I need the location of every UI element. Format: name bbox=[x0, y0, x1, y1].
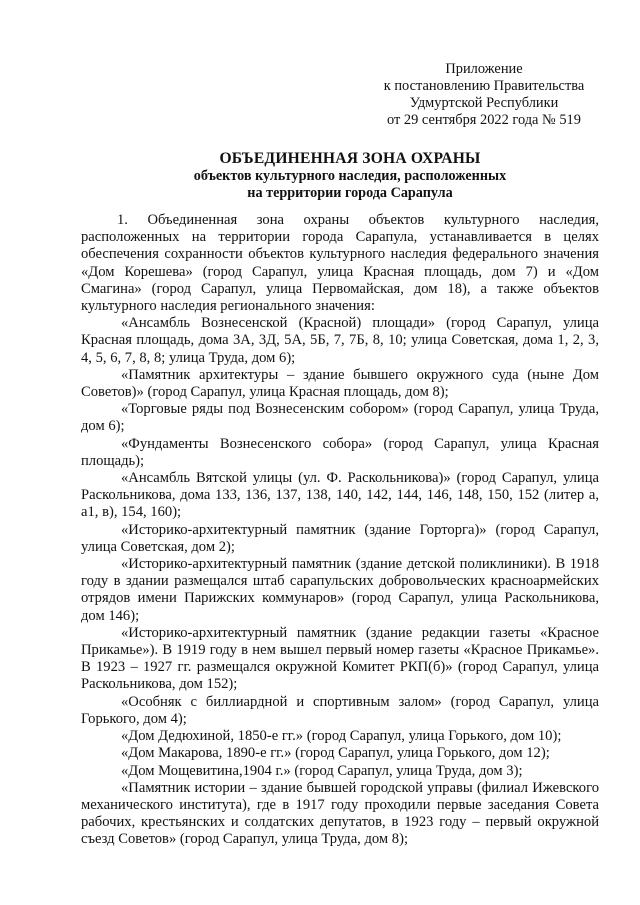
list-item: «Памятник архитектуры – здание бывшего окружного суда (ныне Дом Советов)» (город Сарапул, улица Красная площадь, дом 8); bbox=[81, 366, 599, 401]
appendix-authority: Удмуртской Республики bbox=[409, 95, 559, 111]
list-item: «Ансамбль Вятской улицы (ул. Ф. Раскольникова)» (город Сарапул, улица Раскольникова, дома 133, 136, 137, 138, 140, 142, 144, 146, 148, 150, 152 (литер а, а1, в), 154, 160); bbox=[81, 470, 599, 521]
list-item: «Дом Дедюхиной, 1850-е гг.» (город Сарапул, улица Горького, дом 10); bbox=[121, 728, 562, 745]
document-body bbox=[81, 212, 599, 849]
title-line-2: объектов культурного наследия, расположенных bbox=[193, 168, 507, 184]
list-item: «Торговые ряды под Вознесенским собором» (город Сарапул, улица Труда, дом 6); bbox=[81, 401, 599, 435]
appendix-label: Приложение bbox=[445, 61, 523, 77]
appendix-block bbox=[364, 61, 604, 129]
list-item: «Ансамбль Вознесенской (Красной) площади» (город Сарапул, улица Красная площадь, дома 3А, 3Д, 5А, 5Б, 7, 7Б, 8, 10; улица Советская, дома 1, 2, 3, 4, 5, 6, 7, 8, 8; улица Труда, дом 6); bbox=[81, 315, 599, 366]
appendix-date-number: от 29 сентября 2022 года № 519 bbox=[387, 112, 581, 128]
list-item: «Историко-архитектурный памятник (здание редакции газеты «Красное Прикамье»). В 1919 году в нем вышел первый номер газеты «Красное Прикамье». В 1923 – 1927 гг. размещался окружной Комитет РКП(б)» (город Сарапул, улица Раскольникова, дом 152); bbox=[81, 624, 599, 693]
list-item: «Памятник истории – здание бывшей городской управы (филиал Ижевского механического института), где в 1917 году проходили первые заседания Совета рабочих, крестьянских и солдатских депутатов, в 1923 году – первый окружной съезд Советов» (город Сарапул, улица Труда, дом 8); bbox=[81, 779, 599, 848]
list-item: «Историко-архитектурный памятник (здание детской поликлиники). В 1918 году в здании размещался штаб сарапульских добровольческих красноармейских отрядов имени Парижских коммунаров» (город Сарапул, улица Раскольникова, дом 146); bbox=[81, 556, 599, 624]
list-item: «Историко-архитектурный памятник (здание Горторга)» (город Сарапул, улица Советская, дом 2); bbox=[81, 521, 599, 555]
document-title bbox=[80, 150, 620, 201]
list-item: «Фундаменты Вознесенского собора» (город Сарапул, улица Красная площадь); bbox=[81, 435, 599, 469]
paragraph-intro: 1. Объединенная зона охраны объектов культурного наследия, расположенных на территории города Сарапула, устанавливается в целях обеспечения сохранности объектов культурного наследия федерального значения «Дом Корешева» (город Сарапул, улица Красная площадь, дом 7) и «Дом Смагина» (город Сарапул, улица Первомайская, дом 18), а также объектов культурного наследия регионального значения: bbox=[81, 212, 599, 315]
list-item: «Дом Мощевитина,1904 г.» (город Сарапул, улица Труда, дом 3); bbox=[121, 762, 523, 779]
appendix-resolution-ref: к постановлению Правительства bbox=[383, 78, 585, 94]
list-item: «Особняк с биллиардной и спортивным залом» (город Сарапул, улица Горького, дом 4); bbox=[81, 693, 599, 727]
title-line-1: ОБЪЕДИНЕННАЯ ЗОНА ОХРАНЫ bbox=[219, 150, 481, 167]
list-item: «Дом Макарова, 1890-е гг.» (город Сарапул, улица Горького, дом 12); bbox=[121, 745, 550, 762]
title-line-3: на территории города Сарапула bbox=[247, 184, 453, 201]
